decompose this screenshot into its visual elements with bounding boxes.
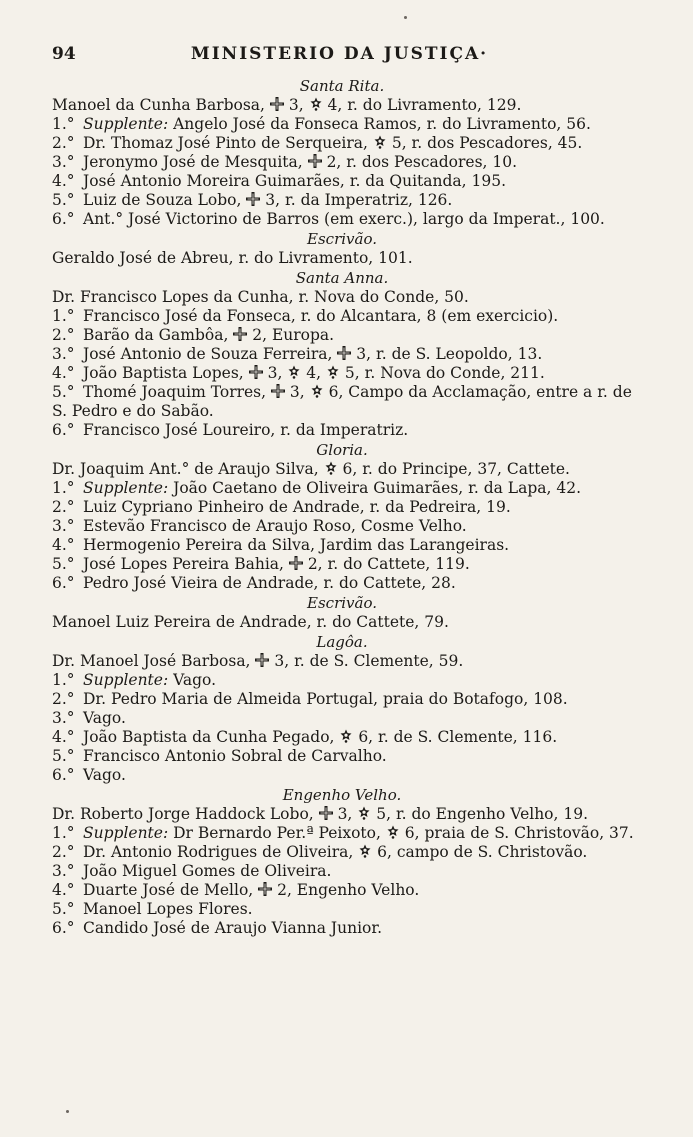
- supplente-label: Supplente:: [83, 824, 169, 842]
- entry-ordinal: 2.°: [52, 498, 75, 516]
- entry-ordinal: 6.°: [52, 210, 75, 228]
- entry-ordinal: 5.°: [52, 747, 75, 765]
- list-entry: [52, 900, 632, 919]
- entry-text: Candido José de Araujo Vianna Junior.: [83, 919, 383, 937]
- order-rose-icon: [357, 806, 371, 820]
- entry-ordinal: 4.°: [52, 536, 75, 554]
- entry-ordinal: 3.°: [52, 517, 75, 535]
- order-rose-icon: [287, 365, 301, 379]
- supplente-label: Supplente:: [83, 115, 169, 133]
- order-cross-icon: [249, 365, 263, 379]
- list-entry: [52, 460, 632, 479]
- entry-text: Luiz Cypriano Pinheiro de Andrade, r. da Pedreira, 19.: [83, 498, 511, 516]
- entry-ordinal: 1.°: [52, 115, 75, 133]
- order-cross-icon: [319, 806, 333, 820]
- order-rose-icon: [339, 729, 353, 743]
- entry-ordinal: 4.°: [52, 364, 75, 382]
- entry-text: Ant.° José Victorino de Barros (em exerc.), largo da Imperat., 100.: [83, 210, 605, 228]
- entry-text: Manoel Lopes Flores.: [83, 900, 253, 918]
- entry-ordinal: 2.°: [52, 326, 75, 344]
- list-entry: [52, 728, 632, 747]
- entry-text: Duarte José de Mello, 2, Engenho Velho.: [83, 881, 420, 899]
- order-cross-icon: [271, 384, 285, 398]
- entry-ordinal: 6.°: [52, 421, 75, 439]
- section-title: Escrivão.: [307, 594, 377, 612]
- list-entry: [52, 172, 632, 191]
- entry-text: Supplente: João Caetano de Oliveira Guimarães, r. da Lapa, 42.: [83, 479, 581, 497]
- section-title: Gloria.: [316, 441, 368, 459]
- entry-text: Vago.: [83, 709, 126, 727]
- supplente-label: Supplente:: [83, 479, 169, 497]
- entry-text: Luiz de Souza Lobo, 3, r. da Imperatriz, 126.: [83, 191, 453, 209]
- entry-text: Dr. Antonio Rodrigues de Oliveira, 6, campo de S. Christovão.: [83, 843, 588, 861]
- entry-ordinal: 5.°: [52, 191, 75, 209]
- entry-text: Geraldo José de Abreu, r. do Livramento, 101.: [52, 249, 413, 267]
- entry-text: José Antonio de Souza Ferreira, 3, r. de S. Leopoldo, 13.: [83, 345, 543, 363]
- entry-text: Dr. Roberto Jorge Haddock Lobo, 3, 5, r. do Engenho Velho, 19.: [52, 805, 589, 823]
- list-entry: [52, 421, 632, 440]
- list-entry: [52, 364, 632, 383]
- entry-text: Supplente: Dr Bernardo Per.ª Peixoto, 6, praia de S. Christovão, 37.: [83, 824, 634, 842]
- list-entry: [52, 153, 632, 172]
- order-rose-icon: [358, 844, 372, 858]
- entry-ordinal: 2.°: [52, 690, 75, 708]
- list-entry: [52, 288, 632, 307]
- entry-text: Manoel da Cunha Barbosa, 3, 4, r. do Livramento, 129.: [52, 96, 522, 114]
- entry-ordinal: 1.°: [52, 479, 75, 497]
- order-rose-icon: [324, 461, 338, 475]
- entry-text: Jeronymo José de Mesquita, 2, r. dos Pescadores, 10.: [83, 153, 518, 171]
- entry-ordinal: 3.°: [52, 153, 75, 171]
- entry-ordinal: 6.°: [52, 919, 75, 937]
- entry-text: José Antonio Moreira Guimarães, r. da Quitanda, 195.: [83, 172, 507, 190]
- section-title: Engenho Velho.: [282, 786, 402, 804]
- list-entry: [52, 191, 632, 210]
- section-title: Escrivão.: [307, 230, 377, 248]
- print-speck: [66, 1110, 69, 1113]
- list-entry: [52, 747, 632, 766]
- entry-ordinal: 2.°: [52, 843, 75, 861]
- list-entry: [52, 96, 632, 115]
- entry-text: Hermogenio Pereira da Silva, Jardim das Larangeiras.: [83, 536, 510, 554]
- entry-ordinal: 5.°: [52, 900, 75, 918]
- print-speck: [404, 16, 407, 19]
- entry-text: José Lopes Pereira Bahia, 2, r. do Cattete, 119.: [83, 555, 470, 573]
- parish-list: [52, 76, 632, 938]
- entry-text: Supplente: Vago.: [83, 671, 217, 689]
- list-entry: [52, 766, 632, 785]
- entry-text: Dr. Thomaz José Pinto de Serqueira, 5, r. dos Pescadores, 45.: [83, 134, 583, 152]
- entry-ordinal: 5.°: [52, 555, 75, 573]
- entry-text: Francisco José Loureiro, r. da Imperatriz.: [83, 421, 409, 439]
- list-entry: [52, 517, 632, 536]
- entry-text: Estevão Francisco de Araujo Roso, Cosme Velho.: [83, 517, 467, 535]
- list-entry: [52, 574, 632, 593]
- page-number: 94: [52, 44, 76, 64]
- running-title: MINISTERIO DA JUSTIÇA·: [190, 44, 489, 64]
- list-entry: [52, 307, 632, 326]
- order-rose-icon: [386, 825, 400, 839]
- entry-ordinal: 1.°: [52, 671, 75, 689]
- entry-text: Francisco Antonio Sobral de Carvalho.: [83, 747, 387, 765]
- entry-ordinal: 3.°: [52, 345, 75, 363]
- entry-ordinal: 3.°: [52, 709, 75, 727]
- list-entry: [52, 709, 632, 728]
- section-title: Santa Anna.: [295, 269, 389, 287]
- entry-text: João Miguel Gomes de Oliveira.: [83, 862, 332, 880]
- entry-text: Dr. Manoel José Barbosa, 3, r. de S. Clemente, 59.: [52, 652, 464, 670]
- entry-ordinal: 6.°: [52, 766, 75, 784]
- list-entry: [52, 479, 632, 498]
- order-cross-icon: [233, 327, 247, 341]
- entry-ordinal: 2.°: [52, 134, 75, 152]
- entry-text: Dr. Francisco Lopes da Cunha, r. Nova do Conde, 50.: [52, 288, 469, 306]
- entry-text: Pedro José Vieira de Andrade, r. do Cattete, 28.: [83, 574, 456, 592]
- order-cross-icon: [308, 154, 322, 168]
- order-cross-icon: [258, 882, 272, 896]
- supplente-label: Supplente:: [83, 671, 169, 689]
- entry-text: Vago.: [83, 766, 126, 784]
- list-entry: [52, 134, 632, 153]
- list-entry: [52, 690, 632, 709]
- list-entry: [52, 326, 632, 345]
- list-entry: [52, 536, 632, 555]
- order-cross-icon: [270, 97, 284, 111]
- entry-text: Manoel Luiz Pereira de Andrade, r. do Cattete, 79.: [52, 613, 449, 631]
- list-entry: [52, 210, 632, 229]
- order-cross-icon: [246, 192, 260, 206]
- list-entry: [52, 919, 632, 938]
- entry-text: Barão da Gambôa, 2, Europa.: [83, 326, 335, 344]
- list-entry: [52, 555, 632, 574]
- order-cross-icon: [337, 346, 351, 360]
- list-entry: [52, 115, 632, 134]
- entry-text: Thomé Joaquim Torres, 3, 6, Campo da Acclamação, entre a r. de S. Pedro e do Sabão.: [52, 383, 632, 420]
- entry-ordinal: 3.°: [52, 862, 75, 880]
- entry-text: Francisco José da Fonseca, r. do Alcantara, 8 (em exercicio).: [83, 307, 559, 325]
- section-title: Lagôa.: [316, 633, 368, 651]
- entry-ordinal: 4.°: [52, 881, 75, 899]
- section-title: Santa Rita.: [299, 77, 385, 95]
- order-rose-icon: [310, 384, 324, 398]
- entry-text: Dr. Joaquim Ant.° de Araujo Silva, 6, r. do Principe, 37, Cattete.: [52, 460, 570, 478]
- entry-ordinal: 4.°: [52, 172, 75, 190]
- entry-text: João Baptista Lopes, 3, 4, 5, r. Nova do Conde, 211.: [83, 364, 545, 382]
- list-entry: [52, 652, 632, 671]
- order-rose-icon: [326, 365, 340, 379]
- order-cross-icon: [255, 653, 269, 667]
- page-header: [52, 44, 627, 70]
- list-entry: [52, 249, 632, 268]
- entry-text: Dr. Pedro Maria de Almeida Portugal, praia do Botafogo, 108.: [83, 690, 568, 708]
- entry-ordinal: 4.°: [52, 728, 75, 746]
- entry-text: Supplente: Angelo José da Fonseca Ramos, r. do Livramento, 56.: [83, 115, 591, 133]
- entry-ordinal: 1.°: [52, 307, 75, 325]
- list-entry: [52, 843, 632, 862]
- list-entry: [52, 824, 632, 843]
- entry-ordinal: 1.°: [52, 824, 75, 842]
- list-entry: [52, 498, 632, 517]
- entry-text: João Baptista da Cunha Pegado, 6, r. de S. Clemente, 116.: [83, 728, 558, 746]
- list-entry: [52, 881, 632, 900]
- entry-ordinal: 6.°: [52, 574, 75, 592]
- entry-ordinal: 5.°: [52, 383, 75, 401]
- list-entry: [52, 671, 632, 690]
- list-entry: [52, 862, 632, 881]
- list-entry: [52, 805, 632, 824]
- order-rose-icon: [309, 97, 323, 111]
- list-entry: [52, 345, 632, 364]
- list-entry: [52, 613, 632, 632]
- list-entry: [52, 383, 632, 421]
- order-cross-icon: [289, 556, 303, 570]
- order-rose-icon: [373, 135, 387, 149]
